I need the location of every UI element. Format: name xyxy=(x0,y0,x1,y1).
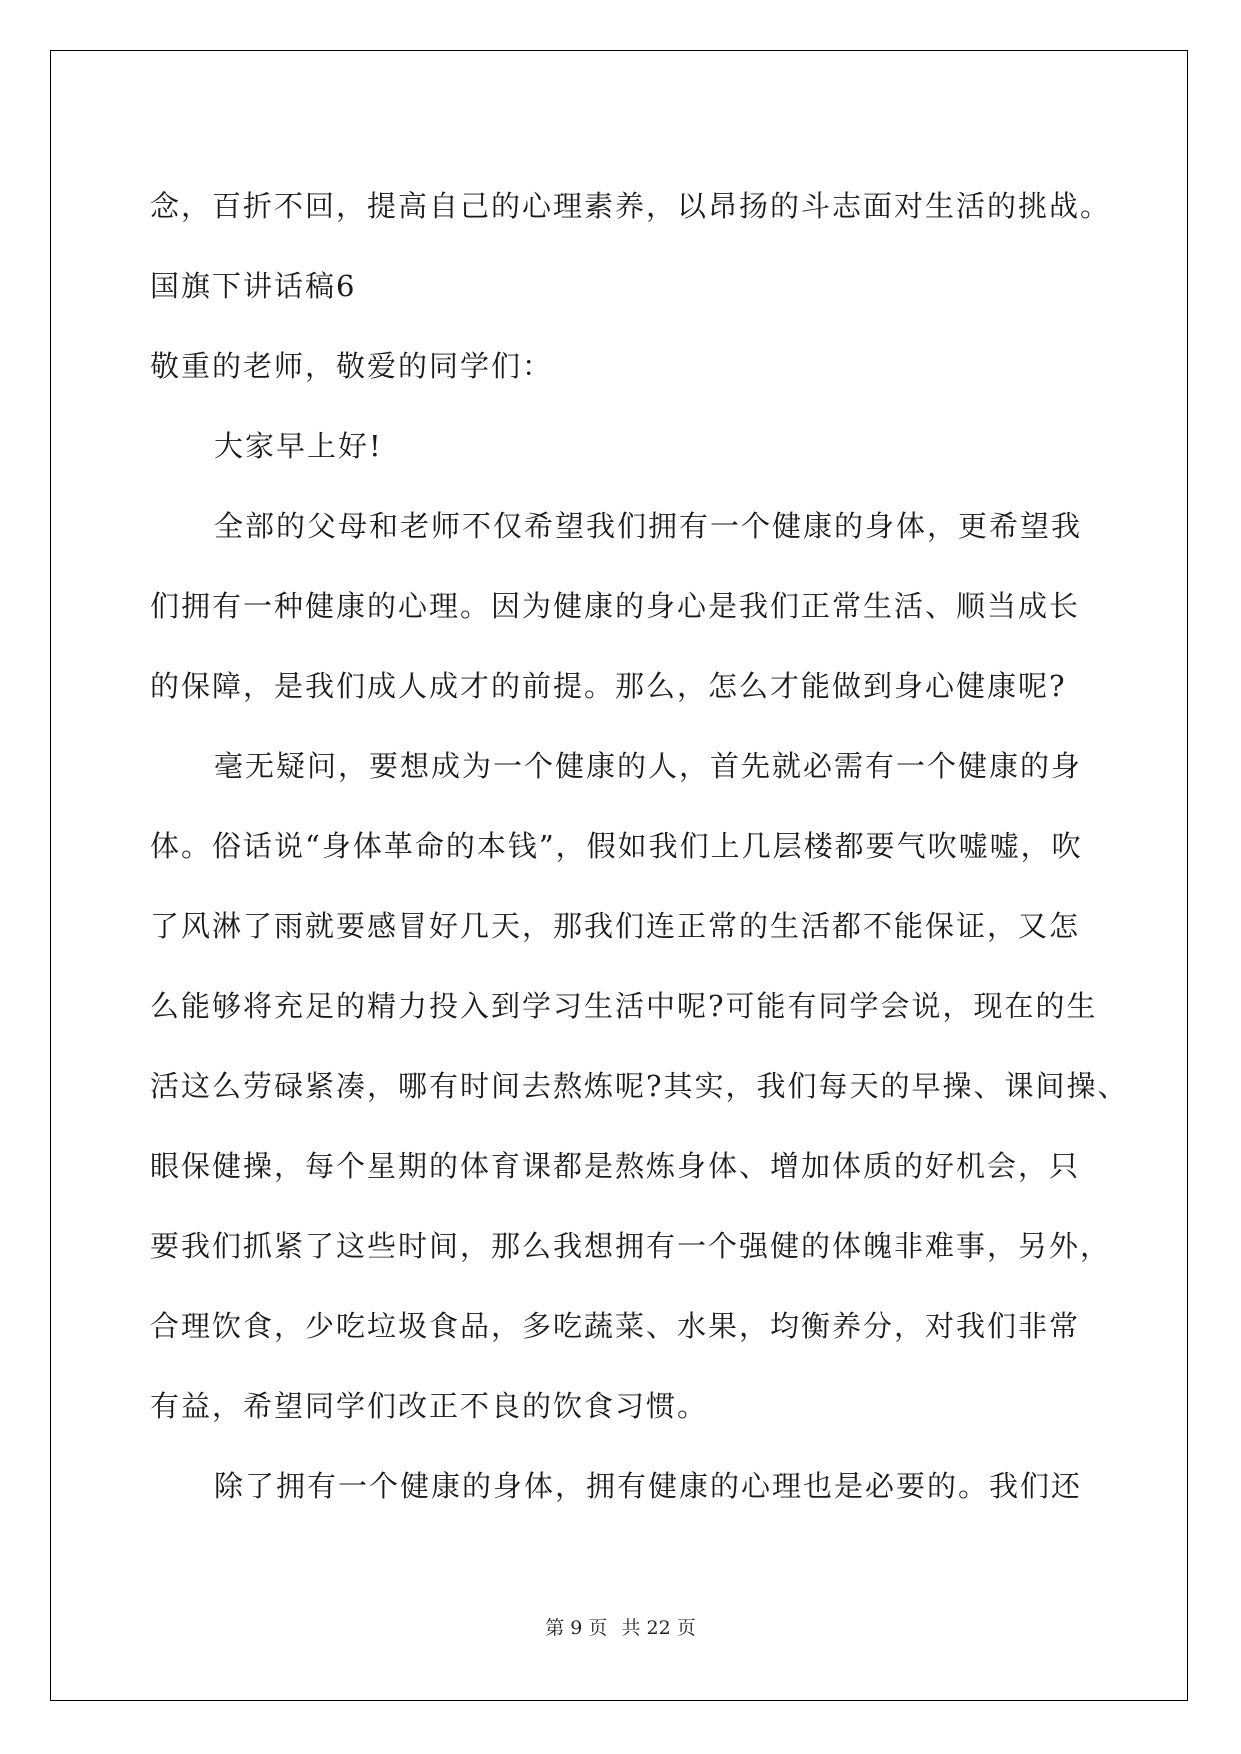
page-footer xyxy=(0,1613,1241,1640)
text-line: 除了拥有一个健康的身体，拥有健康的心理也是必要的。我们还 xyxy=(214,1469,1083,1503)
text-line: 全部的父母和老师不仅希望我们拥有一个健康的身体，更希望我 xyxy=(214,509,1083,543)
document-body xyxy=(150,166,1129,1526)
text-line: 的保障，是我们成人成才的前提。那么，怎么才能做到身心健康呢? xyxy=(150,669,1067,703)
text-line: 要我们抓紧了这些时间，那么我想拥有一个强健的体魄非难事，另外， xyxy=(150,1229,1112,1263)
text-line: 活这么劳碌紧凑，哪有时间去熬炼呢?其实，我们每天的早操、课间操、 xyxy=(150,1069,1129,1103)
salutation: 敬重的老师，敬爱的同学们： xyxy=(150,349,554,383)
greeting: 大家早上好! xyxy=(214,429,383,463)
text-line: 合理饮食，少吃垃圾食品，多吃蔬菜、水果，均衡养分，对我们非常 xyxy=(150,1309,1081,1343)
text-line: 么能够将充足的精力投入到学习生活中呢?可能有同学会说，现在的生 xyxy=(150,989,1098,1023)
text-line: 体。俗话说“身体革命的本钱”，假如我们上几层楼都要气吹嘘嘘，吹 xyxy=(150,829,1083,863)
page-number: 第 9 页 xyxy=(545,1617,608,1639)
text-line: 了风淋了雨就要感冒好几天，那我们连正常的生活都不能保证，又怎 xyxy=(150,909,1081,943)
text-line: 有益，希望同学们改正不良的饮食习惯。 xyxy=(150,1389,709,1423)
text-line: 念，百折不回，提高自己的心理素养，以昂扬的斗志面对生活的挑战。 xyxy=(150,189,1112,223)
page-total: 共 22 页 xyxy=(621,1617,696,1639)
text-line: 毫无疑问，要想成为一个健康的人，首先就必需有一个健康的身 xyxy=(214,749,1083,783)
text-line: 眼保健操，每个星期的体育课都是熬炼身体、增加体质的好机会，只 xyxy=(150,1149,1081,1183)
text-line: 们拥有一种健康的心理。因为健康的身心是我们正常生活、顺当成长 xyxy=(150,589,1081,623)
section-heading: 国旗下讲话稿6 xyxy=(150,269,357,303)
